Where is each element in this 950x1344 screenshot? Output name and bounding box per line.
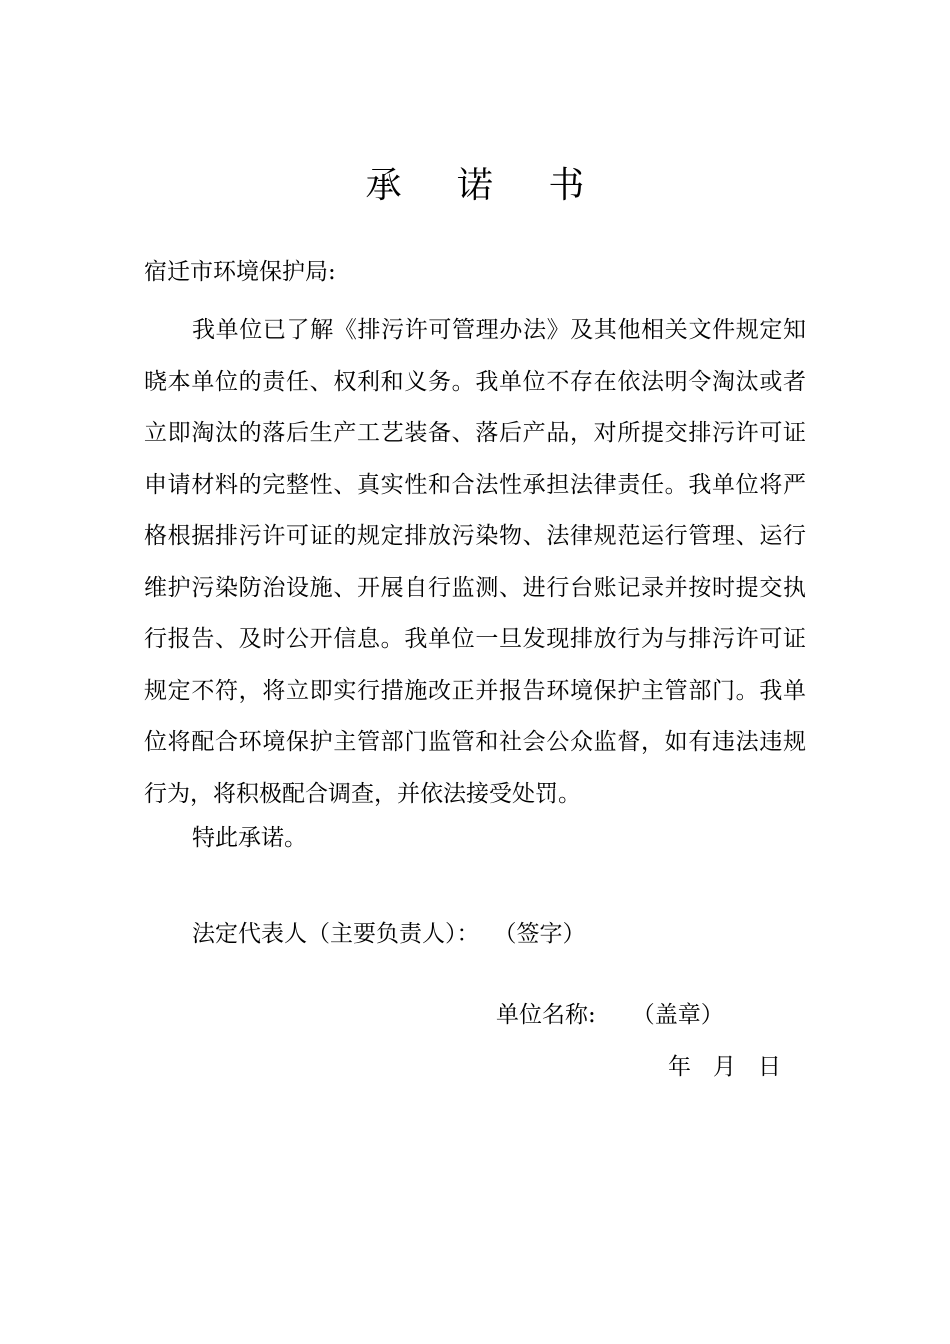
unit-name-label: 单位名称:	[496, 1002, 596, 1028]
representative-label: 法定代表人（主要负责人）：	[192, 921, 480, 947]
date-month: 月	[713, 1054, 736, 1080]
date-day: 日	[758, 1054, 781, 1080]
salutation: 宿迁市环境保护局:	[144, 259, 336, 285]
seal-note: （盖章）	[631, 1002, 724, 1028]
closing-phrase: 特此承诺。	[192, 825, 307, 851]
date-year: 年	[668, 1054, 691, 1080]
commitment-body: 我单位已了解《排污许可管理办法》及其他相关文件规定知晓本单位的责任、权利和义务。我单位不存在依法明令淘汰或者立即淘汰的落后生产工艺装备、落后产品，对所提交排污许可证申请材料的完整性、真实性和合法性承担法律责任。我单位将严格根据排污许可证的规定排放污染物、法律规范运行管理、运行维护污染防治设施、开展自行监测、进行台账记录并按时提交执行报告、及时公开信息。我单位一旦发现排放行为与排污许可证规定不符，将立即实行措施改正并报告环境保护主管部门。我单位将配合环境保护主管部门监管和社会公众监督，如有违法违规行为，将积极配合调查，并依法接受处罚。	[144, 317, 806, 807]
unit-name-line	[496, 995, 724, 1035]
representative-signature-line	[192, 914, 586, 954]
signature-note: （签字）	[493, 921, 586, 947]
date-line	[668, 1047, 781, 1087]
document-title: 承 诺 书	[365, 165, 607, 206]
